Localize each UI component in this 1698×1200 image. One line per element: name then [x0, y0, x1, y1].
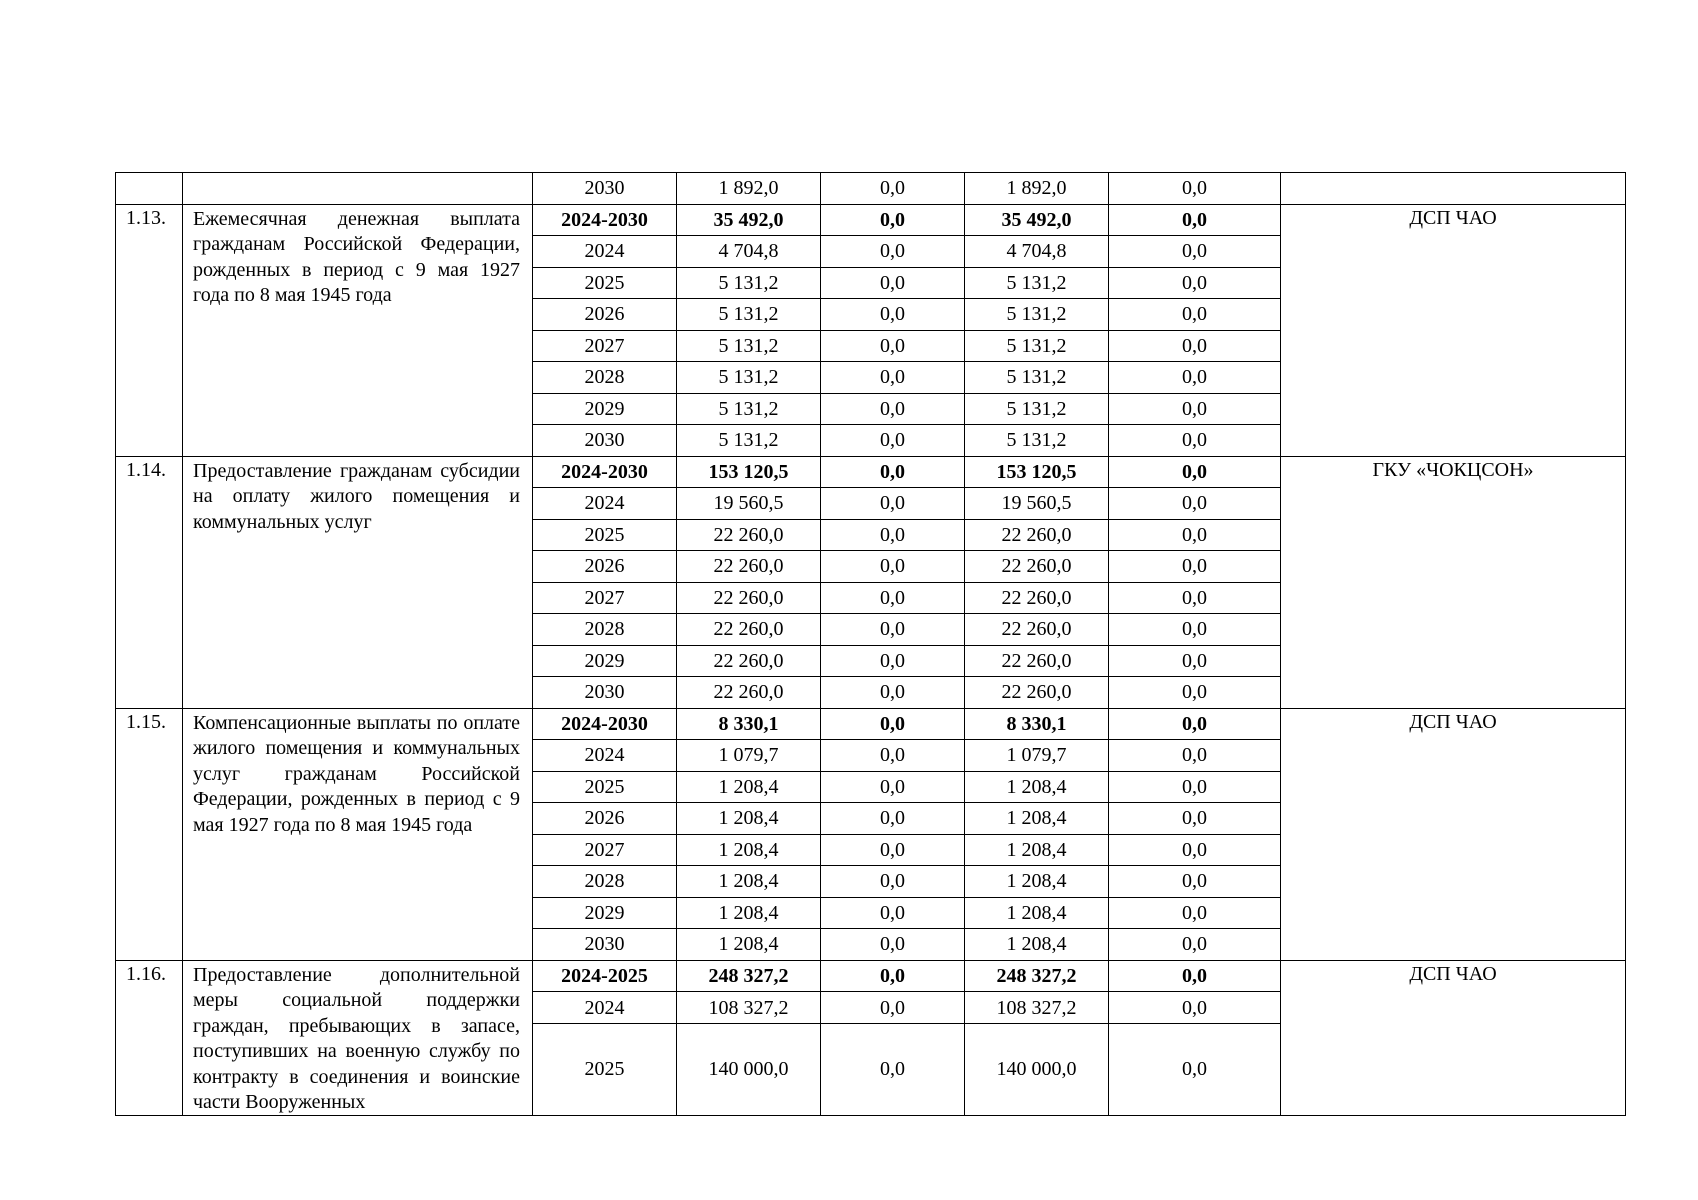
total-cell: 22 260,0 — [677, 519, 821, 551]
year-cell: 2029 — [533, 897, 677, 929]
fund-b-cell: 22 260,0 — [965, 614, 1109, 646]
item-number: 1.15. — [116, 708, 183, 960]
total-cell: 4 704,8 — [677, 236, 821, 268]
fund-a-cell: 0,0 — [821, 519, 965, 551]
fund-a-cell: 0,0 — [821, 299, 965, 331]
fund-a-cell: 0,0 — [821, 425, 965, 457]
year-cell: 2030 — [533, 929, 677, 961]
fund-a-cell: 0,0 — [821, 960, 965, 992]
fund-c-cell: 0,0 — [1109, 771, 1281, 803]
fund-c-cell: 0,0 — [1109, 330, 1281, 362]
total-row — [116, 456, 1626, 488]
fund-a-cell: 0,0 — [821, 708, 965, 740]
total-row — [116, 204, 1626, 236]
fund-b-cell: 153 120,5 — [965, 456, 1109, 488]
fund-c-cell: 0,0 — [1109, 299, 1281, 331]
total-cell: 5 131,2 — [677, 330, 821, 362]
total-cell: 108 327,2 — [677, 992, 821, 1024]
year-cell: 2027 — [533, 834, 677, 866]
fund-a-cell: 0,0 — [821, 267, 965, 299]
year-cell: 2028 — [533, 614, 677, 646]
total-row — [116, 708, 1626, 740]
item-name-cell — [183, 708, 533, 960]
fund-a-cell: 0,0 — [821, 362, 965, 394]
fund-c-cell: 0,0 — [1109, 267, 1281, 299]
fund-b-cell: 22 260,0 — [965, 677, 1109, 709]
total-cell: 22 260,0 — [677, 645, 821, 677]
total-cell: 140 000,0 — [677, 1023, 821, 1115]
item-name-cell — [183, 204, 533, 456]
year-cell: 2029 — [533, 393, 677, 425]
total-cell: 1 208,4 — [677, 897, 821, 929]
total-cell: 1 208,4 — [677, 929, 821, 961]
fund-c-cell: 0,0 — [1109, 834, 1281, 866]
total-cell: 19 560,5 — [677, 488, 821, 520]
item-number: 1.14. — [116, 456, 183, 708]
fund-c-cell: 0,0 — [1109, 393, 1281, 425]
item-name-cell — [183, 960, 533, 1115]
fund-c-cell: 0,0 — [1109, 614, 1281, 646]
year-cell: 2028 — [533, 866, 677, 898]
year-cell: 2026 — [533, 299, 677, 331]
fund-a-cell: 0,0 — [821, 582, 965, 614]
fund-a-cell: 0,0 — [821, 740, 965, 772]
fund-c-cell: 0,0 — [1109, 488, 1281, 520]
fund-b-cell: 35 492,0 — [965, 204, 1109, 236]
empty-num-cell — [116, 173, 183, 205]
fund-a-cell: 0,0 — [821, 897, 965, 929]
fund-c-cell: 0,0 — [1109, 456, 1281, 488]
fund-a-cell: 0,0 — [821, 803, 965, 835]
total-cell: 8 330,1 — [677, 708, 821, 740]
fund-a-cell: 0,0 — [821, 173, 965, 205]
year-cell: 2024 — [533, 740, 677, 772]
fund-c-cell: 0,0 — [1109, 677, 1281, 709]
year-cell: 2024-2030 — [533, 456, 677, 488]
fund-c-cell: 0,0 — [1109, 362, 1281, 394]
fund-b-cell: 5 131,2 — [965, 330, 1109, 362]
fund-b-cell: 5 131,2 — [965, 425, 1109, 457]
fund-b-cell: 5 131,2 — [965, 299, 1109, 331]
fund-a-cell: 0,0 — [821, 204, 965, 236]
fund-c-cell: 0,0 — [1109, 803, 1281, 835]
year-cell: 2024 — [533, 992, 677, 1024]
responsible-executor: ГКУ «ЧОКЦСОН» — [1281, 456, 1626, 708]
year-cell: 2030 — [533, 425, 677, 457]
year-cell: 2025 — [533, 267, 677, 299]
fund-a-cell: 0,0 — [821, 236, 965, 268]
fund-c-cell: 0,0 — [1109, 929, 1281, 961]
fund-b-cell: 1 208,4 — [965, 929, 1109, 961]
total-cell: 35 492,0 — [677, 204, 821, 236]
total-cell: 5 131,2 — [677, 362, 821, 394]
responsible-executor: ДСП ЧАО — [1281, 960, 1626, 1115]
table-body — [116, 173, 1626, 1116]
responsible-executor: ДСП ЧАО — [1281, 204, 1626, 456]
total-cell: 5 131,2 — [677, 393, 821, 425]
year-cell: 2027 — [533, 582, 677, 614]
fund-c-cell: 0,0 — [1109, 173, 1281, 205]
item-number: 1.16. — [116, 960, 183, 1115]
fund-a-cell: 0,0 — [821, 330, 965, 362]
fund-b-cell: 5 131,2 — [965, 267, 1109, 299]
item-name: Предоставление гражданам субсидии на оплату жилого помещения и коммунальных услуг — [193, 459, 520, 533]
year-cell: 2025 — [533, 1023, 677, 1115]
year-cell: 2024-2025 — [533, 960, 677, 992]
year-cell: 2026 — [533, 551, 677, 583]
fund-b-cell: 5 131,2 — [965, 393, 1109, 425]
funding-table — [115, 172, 1626, 1116]
fund-a-cell: 0,0 — [821, 677, 965, 709]
fund-a-cell: 0,0 — [821, 614, 965, 646]
total-cell: 248 327,2 — [677, 960, 821, 992]
total-cell: 1 079,7 — [677, 740, 821, 772]
fund-a-cell: 0,0 — [821, 834, 965, 866]
empty-responsible-cell — [1281, 173, 1626, 205]
year-cell: 2024-2030 — [533, 204, 677, 236]
fund-b-cell: 22 260,0 — [965, 645, 1109, 677]
fund-b-cell: 1 079,7 — [965, 740, 1109, 772]
fund-b-cell: 4 704,8 — [965, 236, 1109, 268]
fund-a-cell: 0,0 — [821, 866, 965, 898]
fund-c-cell: 0,0 — [1109, 708, 1281, 740]
fund-b-cell: 1 208,4 — [965, 771, 1109, 803]
item-number: 1.13. — [116, 204, 183, 456]
year-cell: 2025 — [533, 519, 677, 551]
total-cell: 22 260,0 — [677, 677, 821, 709]
year-cell: 2024-2030 — [533, 708, 677, 740]
fund-c-cell: 0,0 — [1109, 551, 1281, 583]
fund-a-cell: 0,0 — [821, 992, 965, 1024]
fund-c-cell: 0,0 — [1109, 519, 1281, 551]
fund-c-cell: 0,0 — [1109, 425, 1281, 457]
year-cell: 2029 — [533, 645, 677, 677]
year-cell: 2026 — [533, 803, 677, 835]
total-cell: 5 131,2 — [677, 267, 821, 299]
fund-b-cell: 1 208,4 — [965, 866, 1109, 898]
total-cell: 22 260,0 — [677, 614, 821, 646]
fund-a-cell: 0,0 — [821, 1023, 965, 1115]
item-name: Компенсационные выплаты по оплате жилого помещения и коммунальных услуг гражданам Российской Федерации, рожденных в период с 9 мая 1927 года по 8 мая 1945 года — [193, 711, 520, 836]
fund-b-cell: 108 327,2 — [965, 992, 1109, 1024]
fund-a-cell: 0,0 — [821, 645, 965, 677]
year-cell: 2027 — [533, 330, 677, 362]
total-cell: 1 208,4 — [677, 771, 821, 803]
fund-b-cell: 8 330,1 — [965, 708, 1109, 740]
fund-c-cell: 0,0 — [1109, 960, 1281, 992]
fund-c-cell: 0,0 — [1109, 992, 1281, 1024]
empty-name-cell — [183, 173, 533, 205]
fund-b-cell: 5 131,2 — [965, 362, 1109, 394]
total-cell: 1 208,4 — [677, 866, 821, 898]
year-cell: 2025 — [533, 771, 677, 803]
year-cell: 2030 — [533, 173, 677, 205]
total-cell: 1 208,4 — [677, 834, 821, 866]
responsible-executor: ДСП ЧАО — [1281, 708, 1626, 960]
fund-c-cell: 0,0 — [1109, 645, 1281, 677]
fund-a-cell: 0,0 — [821, 551, 965, 583]
fund-b-cell: 1 208,4 — [965, 803, 1109, 835]
fund-b-cell: 1 208,4 — [965, 897, 1109, 929]
fund-b-cell: 248 327,2 — [965, 960, 1109, 992]
year-cell: 2024 — [533, 236, 677, 268]
fund-c-cell: 0,0 — [1109, 740, 1281, 772]
fund-b-cell: 1 892,0 — [965, 173, 1109, 205]
fund-b-cell: 140 000,0 — [965, 1023, 1109, 1115]
fund-c-cell: 0,0 — [1109, 866, 1281, 898]
fund-c-cell: 0,0 — [1109, 236, 1281, 268]
item-name: Предоставление дополнительной меры социальной поддержки граждан, пребывающих в запасе, поступивших на военную службу по контракту в соединения и воинские части Вооруженных — [193, 963, 520, 1113]
fund-a-cell: 0,0 — [821, 929, 965, 961]
fund-b-cell: 22 260,0 — [965, 582, 1109, 614]
fund-c-cell: 0,0 — [1109, 582, 1281, 614]
fund-c-cell: 0,0 — [1109, 897, 1281, 929]
fund-b-cell: 1 208,4 — [965, 834, 1109, 866]
year-cell: 2028 — [533, 362, 677, 394]
total-cell: 1 208,4 — [677, 803, 821, 835]
fund-a-cell: 0,0 — [821, 488, 965, 520]
total-cell: 5 131,2 — [677, 299, 821, 331]
total-row — [116, 960, 1626, 992]
item-name: Ежемесячная денежная выплата гражданам Российской Федерации, рожденных в период с 9 мая 1927 года по 8 мая 1945 года — [193, 207, 520, 306]
fund-a-cell: 0,0 — [821, 393, 965, 425]
total-cell: 1 892,0 — [677, 173, 821, 205]
fund-c-cell: 0,0 — [1109, 1023, 1281, 1115]
total-cell: 5 131,2 — [677, 425, 821, 457]
fund-c-cell: 0,0 — [1109, 204, 1281, 236]
total-cell: 153 120,5 — [677, 456, 821, 488]
fund-b-cell: 22 260,0 — [965, 551, 1109, 583]
year-cell: 2030 — [533, 677, 677, 709]
fund-b-cell: 22 260,0 — [965, 519, 1109, 551]
fund-a-cell: 0,0 — [821, 771, 965, 803]
fund-a-cell: 0,0 — [821, 456, 965, 488]
fund-b-cell: 19 560,5 — [965, 488, 1109, 520]
total-cell: 22 260,0 — [677, 582, 821, 614]
continuation-row — [116, 173, 1626, 205]
total-cell: 22 260,0 — [677, 551, 821, 583]
item-name-cell — [183, 456, 533, 708]
year-cell: 2024 — [533, 488, 677, 520]
